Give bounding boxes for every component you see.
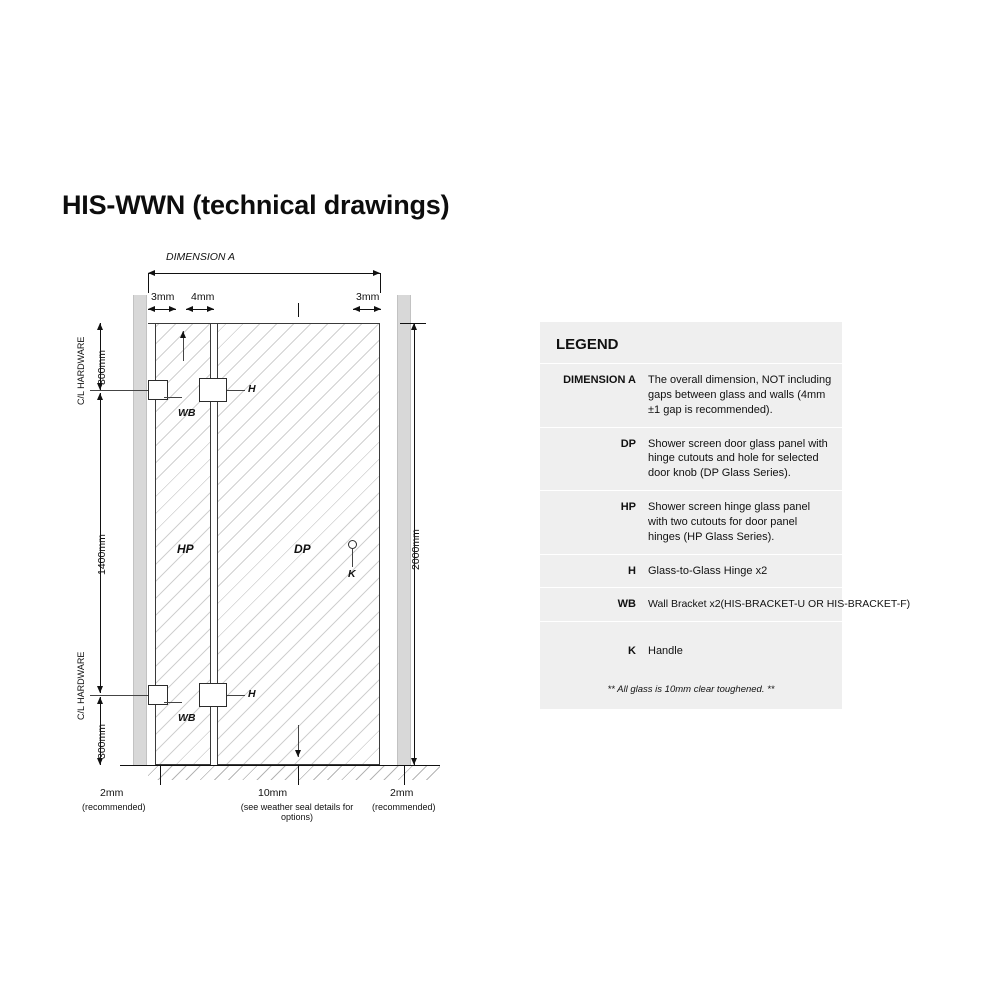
top-hardware-offset-label: 300mm bbox=[96, 349, 108, 385]
legend-desc: Handle bbox=[648, 645, 683, 658]
legend-key: HP bbox=[620, 501, 636, 514]
cl-hardware-bottom-label: C/L HARDWARE bbox=[76, 651, 86, 720]
top-offset-arrow-up bbox=[97, 323, 103, 330]
shower-screen-drawing bbox=[60, 245, 480, 845]
handle-label: K bbox=[348, 568, 356, 580]
handle-knob-icon bbox=[348, 540, 357, 549]
legend-key: DP bbox=[620, 437, 636, 450]
legend-row bbox=[540, 554, 842, 588]
bottom-hardware-offset-label: 300mm bbox=[96, 723, 108, 759]
panel-dp-label: DP bbox=[294, 542, 311, 556]
mid-span-label: 1400mm bbox=[96, 534, 108, 575]
height-total-label: 2000mm bbox=[410, 529, 422, 570]
height-tick-top bbox=[400, 323, 426, 324]
dimension-a-line bbox=[148, 273, 380, 274]
floor-center-value: 10mm bbox=[258, 787, 288, 799]
legend-panel bbox=[540, 322, 911, 709]
mid-span-arrow-up bbox=[97, 393, 103, 400]
legend-key: K bbox=[628, 645, 636, 658]
legend-desc: Wall Bracket x2(HIS-BRACKET-U OR HIS-BRACKET-F) bbox=[648, 598, 911, 611]
hinge-bottom-leader bbox=[227, 695, 245, 696]
dimension-a-label: DIMENSION A bbox=[166, 251, 236, 263]
legend-row bbox=[540, 363, 842, 427]
bottom-offset-arrow-up bbox=[97, 697, 103, 704]
legend-desc: Glass-to-Glass Hinge x2 bbox=[648, 564, 768, 577]
hinge-bottom bbox=[199, 683, 227, 707]
dimension-a-tick-left bbox=[148, 273, 149, 293]
height-dim-arrow-top bbox=[411, 323, 417, 330]
wb-top-leader bbox=[164, 397, 182, 398]
floor-left-note: (recommended) bbox=[82, 802, 146, 812]
gap-left-label: 3mm bbox=[151, 291, 175, 303]
wall-bracket-top-label: WB bbox=[178, 407, 196, 419]
legend-desc: Shower screen hinge glass panel with two cutouts for door panel hinges (HP Glass Series). bbox=[648, 501, 811, 543]
legend-row bbox=[540, 587, 911, 621]
wb-bottom-leader bbox=[164, 702, 182, 703]
floor-left-leader bbox=[160, 765, 161, 785]
legend-note: ** All glass is 10mm clear toughened. ** bbox=[607, 684, 775, 696]
handle-leader bbox=[352, 549, 353, 567]
bottom-offset-arrow-down bbox=[97, 758, 103, 765]
panel-hp-label: HP bbox=[177, 542, 194, 556]
hinge-bottom-label: H bbox=[248, 688, 256, 700]
legend-desc: Shower screen door glass panel with hinge cutouts and hole for selected door knob (DP Glass Series). bbox=[648, 437, 828, 480]
legend-title: LEGEND bbox=[556, 336, 619, 353]
dimension-a-tick-right bbox=[380, 273, 381, 293]
legend-row bbox=[540, 621, 842, 668]
legend-key: WB bbox=[617, 598, 636, 611]
gap-right-arrow-2 bbox=[374, 306, 381, 312]
hinge-top-label: H bbox=[248, 383, 256, 395]
mid-span-arrow-down bbox=[97, 686, 103, 693]
gap-left-arrow bbox=[148, 306, 155, 312]
floor-center-note: (see weather seal details for options) bbox=[240, 802, 354, 823]
gap-mid-arrow-2 bbox=[207, 306, 214, 312]
hinge-top-leader bbox=[227, 390, 245, 391]
legend-row bbox=[540, 490, 842, 554]
wall-bracket-bottom-label: WB bbox=[178, 712, 196, 724]
floor-right-leader bbox=[404, 765, 405, 785]
hp-top-arrow bbox=[180, 331, 186, 338]
right-wall bbox=[397, 295, 411, 765]
floor-right-note: (recommended) bbox=[372, 802, 436, 812]
floor-right-value: 2mm bbox=[390, 787, 414, 799]
gap-right-arrow bbox=[353, 306, 360, 312]
panel-top-edge bbox=[148, 323, 380, 324]
gap-mid-arrow bbox=[186, 306, 193, 312]
cl-hardware-top-label: C/L HARDWARE bbox=[76, 336, 86, 405]
gap-right-label: 3mm bbox=[356, 291, 380, 303]
gap-mid-label: 4mm bbox=[191, 291, 215, 303]
page-title: HIS-WWN (technical drawings) bbox=[62, 190, 450, 220]
gap-left-arrow-2 bbox=[169, 306, 176, 312]
hinge-top bbox=[199, 378, 227, 402]
legend-desc: The overall dimension, NOT including gaps between glass and walls (4mm ±1 gap is recommended). bbox=[648, 374, 832, 416]
legend-key: DIMENSION A bbox=[563, 374, 636, 386]
center-tick bbox=[298, 303, 299, 317]
dp-bottom-arrow bbox=[295, 750, 301, 757]
dimension-a-arrow-right bbox=[373, 270, 380, 276]
floor-center-leader bbox=[298, 765, 299, 785]
floor-left-value: 2mm bbox=[100, 787, 124, 799]
dimension-a-arrow-left bbox=[148, 270, 155, 276]
floor-hatch bbox=[148, 766, 440, 780]
legend-row bbox=[540, 427, 842, 491]
legend-key: H bbox=[628, 564, 636, 577]
height-dim-arrow-bottom bbox=[411, 758, 417, 765]
